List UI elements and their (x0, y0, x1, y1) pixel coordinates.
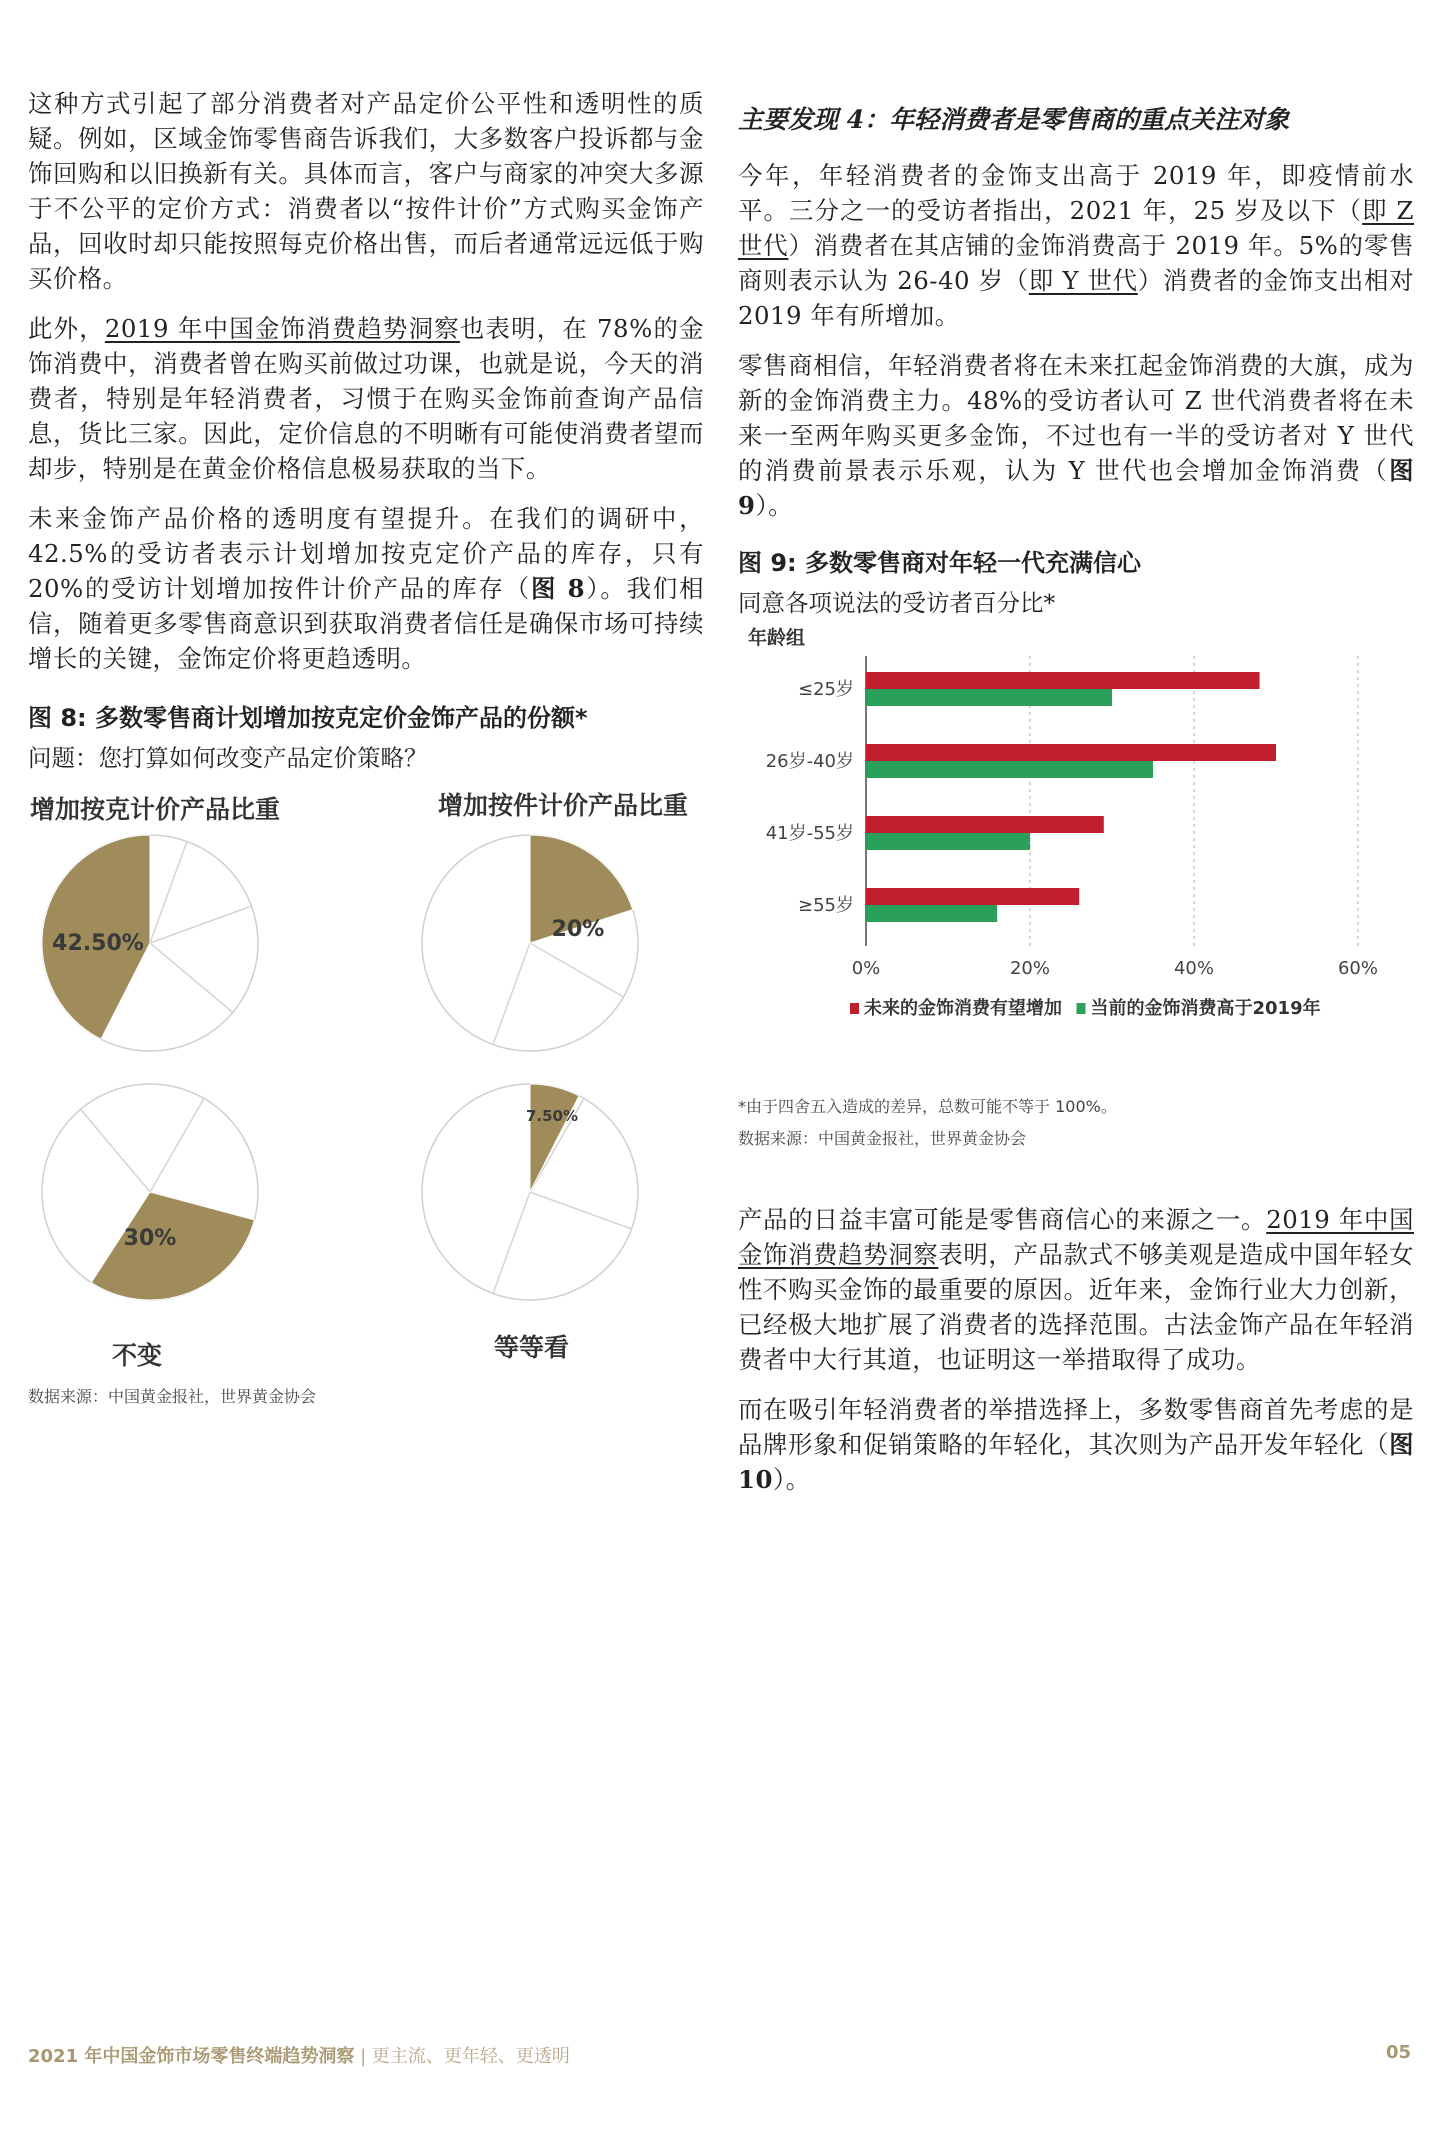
y-axis-title: 年龄组 (748, 627, 806, 649)
bar (866, 905, 997, 922)
pie-2 (422, 835, 638, 1051)
paragraph-attract-young: 而在吸引年轻消费者的举措选择上，多数零售商首先考虑的是品牌形象和促销策略的年轻化，其次则为产品开发年轻化（图 10）。 (738, 1395, 1414, 1494)
gen-z-link[interactable]: 即 Z 世代 (738, 196, 1414, 260)
pie-value-label: 7.50% (525, 1107, 579, 1125)
gen-y-link[interactable]: 即 Y 世代 (1028, 266, 1138, 295)
bar (866, 689, 1112, 706)
bar (866, 888, 1079, 905)
category-label: ≤25岁 (798, 679, 854, 700)
fig8-question: 问题：您打算如何改变产品定价策略？ (28, 744, 428, 772)
pie-label-per-piece: 增加按件计价产品比重 (438, 791, 689, 820)
paragraph-future-outlook: 零售商相信，年轻消费者将在未来扛起金饰消费的大旗，成为新的金饰消费主力。48%的受访者认可 Z 世代消费者将在未来一至两年购买更多金饰，不过也有一半的受访者对 Y 世代的消费前景表示乐观，认为 Y 世代也会增加金饰消费（图 9）。 (738, 351, 1414, 520)
footer-title: 2021 年中国金饰市场零售终端趋势洞察 | 更主流、更年轻、更透明 (28, 2046, 570, 2067)
x-tick-label: 60% (1337, 958, 1379, 979)
fig9-source: 数据来源：中国黄金报社，世界黄金协会 (738, 1129, 1027, 1148)
fig9-subtitle: 同意各项说法的受访者百分比* (738, 589, 1056, 617)
report-link[interactable]: 2019 年中国金饰消费趋势洞察 (104, 314, 460, 343)
bar (866, 816, 1104, 833)
fig9-footnote: *由于四舍五入造成的差异，总数可能不等于 100%。 (738, 1097, 1117, 1116)
pie-label-unchanged: 不变 (112, 1341, 163, 1370)
fig8-source: 数据来源：中国黄金报社，世界黄金协会 (28, 1387, 317, 1406)
paragraph-young-spending: 今年，年轻消费者的金饰支出高于 2019 年，即疫情前水平。三分之一的受访者指出，2021 年，25 岁及以下（即 Z 世代）消费者在其店铺的金饰消费高于 2019 年。5%的零售商则表示认为 26-40 岁（即 Y 世代）消费者的金饰支出相对 2019 年有所增加。 (738, 161, 1414, 330)
paragraph-pricing-fairness: 这种方式引起了部分消费者对产品定价公平性和透明性的质疑。例如，区域金饰零售商告诉我们，大多数客户投诉都与金饰回购和以旧换新有关。具体而言，客户与商家的冲突大多源于不公平的定价方式：消费者以“按件计价”方式购买金饰产品，回收时却只能按照每克价格出售，而后者通常远远低于购买价格。 (28, 89, 704, 293)
pie-1 (42, 835, 258, 1051)
bar (866, 672, 1260, 689)
pie-value-label: 20% (551, 917, 605, 942)
bar (866, 744, 1276, 761)
right-lower-text (738, 1202, 1414, 1512)
paragraph-research: 此外，2019 年中国金饰消费趋势洞察也表明，在 78%的金饰消费中，消费者曾在购买前做过功课，也就是说，今天的消费者，特别是年轻消费者，习惯于在购买金饰前查询产品信息，货比三家。因此，定价信息的不明晰有可能使消费者望而却步，特别是在黄金价格信息极易获取的当下。 (28, 314, 704, 483)
left-column (28, 86, 704, 773)
fig8-title: 图 8: 多数零售商计划增加按克定价金饰产品的份额* (28, 704, 588, 732)
category-label: ≥55岁 (798, 895, 854, 916)
finding-4-heading: 主要发现 4：年轻消费者是零售商的重点关注对象 (738, 105, 1290, 134)
pie-label-per-gram: 增加按克计价产品比重 (30, 795, 281, 824)
figure-ref: 图 9 (738, 456, 1414, 520)
fig8-pie-charts (0, 820, 720, 1340)
x-tick-label: 40% (1173, 958, 1215, 979)
bar (866, 761, 1153, 778)
pie-label-wait-and-see: 等等看 (494, 1333, 570, 1362)
fig9-title: 图 9: 多数零售商对年轻一代充满信心 (738, 549, 1142, 577)
pie-value-label: 30% (123, 1226, 177, 1251)
pie-4 (422, 1084, 638, 1300)
legend-label: 未来的金饰消费有望增加 (864, 998, 1062, 1019)
page-number: 05 (1385, 2042, 1411, 2063)
bar (866, 833, 1030, 850)
x-tick-label: 20% (1009, 958, 1051, 979)
legend-swatch (1077, 1003, 1086, 1014)
figure-ref: 图 10 (738, 1430, 1414, 1494)
paragraph-transparency: 未来金饰产品价格的透明度有望提升。在我们的调研中，42.5%的受访者表示计划增加按克定价产品的库存，只有 20%的受访计划增加按件计价产品的库存（图 8）。我们相信，随着更多零售商意识到获取消费者信任是确保市场可持续增长的关键，金饰定价将更趋透明。 (28, 504, 705, 673)
x-tick-label: 0% (851, 958, 881, 979)
legend-label: 当前的金饰消费高于2019年 (1090, 998, 1321, 1019)
report-link[interactable]: 2019 年中国金饰消费趋势洞察 (738, 1205, 1414, 1269)
category-label: 26岁-40岁 (765, 751, 854, 772)
category-label: 41岁-55岁 (765, 823, 854, 844)
figure-ref: 图 8 (531, 574, 586, 603)
right-column (738, 92, 1414, 618)
fig9-bar-chart (738, 620, 1414, 1050)
legend-swatch (850, 1003, 859, 1014)
pie-value-label: 42.50% (52, 931, 144, 956)
paragraph-product-variety: 产品的日益丰富可能是零售商信心的来源之一。2019 年中国金饰消费趋势洞察表明，产品款式不够美观是造成中国年轻女性不购买金饰的最重要的原因。近年来，金饰行业大力创新，已经极大地扩展了消费者的选择范围。古法金饰产品在年轻消费者中大行其道，也证明这一举措取得了成功。 (738, 1205, 1414, 1374)
pie-3 (42, 1084, 258, 1300)
